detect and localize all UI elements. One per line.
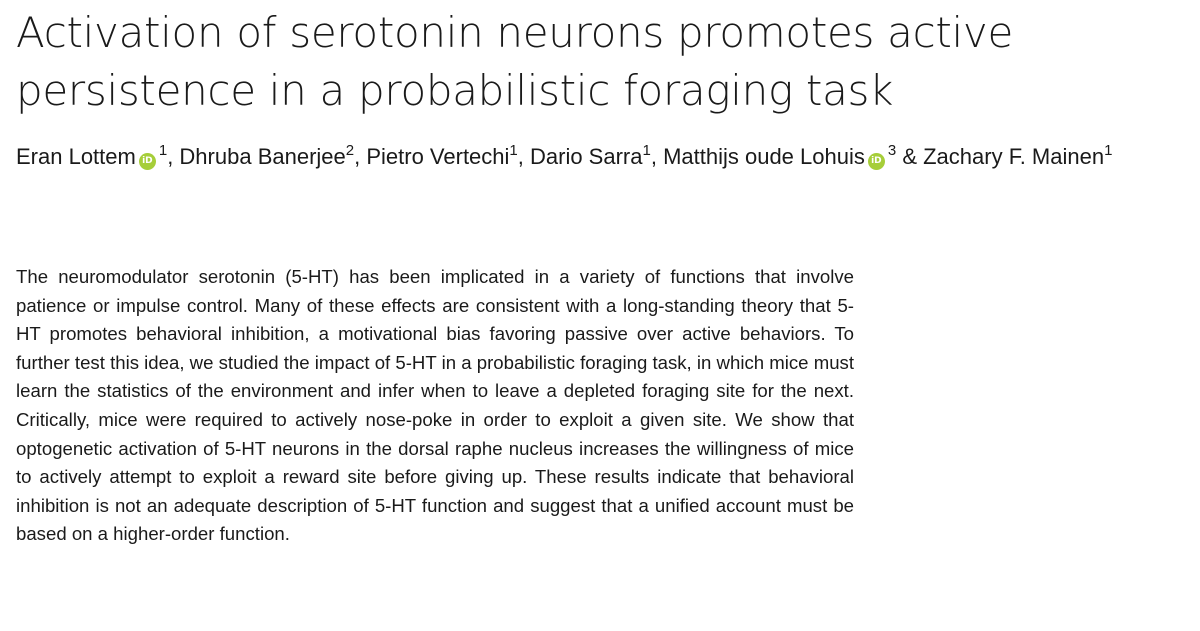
- author[interactable]: [663, 144, 896, 169]
- author-separator: ,: [167, 144, 180, 169]
- author-name: Matthijs oude Lohuis: [663, 144, 865, 169]
- author[interactable]: [16, 144, 167, 169]
- article-title: Activation of serotonin neurons promotes active persistence in a probabilistic foraging task: [16, 8, 1014, 115]
- affiliation-number: 1: [158, 142, 168, 159]
- affiliation-number: 2: [345, 142, 355, 159]
- author-name: Pietro Vertechi: [366, 144, 510, 169]
- orcid-icon[interactable]: iD: [868, 153, 885, 170]
- author[interactable]: [923, 144, 1112, 169]
- author-separator: ,: [354, 144, 367, 169]
- author[interactable]: [366, 144, 517, 169]
- orcid-icon[interactable]: iD: [139, 153, 156, 170]
- author[interactable]: [179, 144, 354, 169]
- author[interactable]: [530, 144, 651, 169]
- author-name: Dhruba Banerjee: [179, 144, 346, 169]
- author-list: [16, 140, 1196, 174]
- affiliation-number: 1: [1104, 142, 1113, 159]
- affiliation-number: 3: [887, 142, 897, 159]
- affiliation-number: 1: [642, 142, 651, 159]
- author-name: Dario Sarra: [530, 144, 643, 169]
- abstract-text: The neuromodulator serotonin (5-HT) has been implicated in a variety of functions that involve patience or impulse control. Many of these effects are consistent with a long-standing theory that 5-HT promotes behavioral inhibition, a motivational bias favoring passive over active behaviors. To further test this idea, we studied the impact of 5-HT in a probabilistic foraging task, in which mice must learn the statistics of the environment and infer when to leave a depleted foraging site for the next. Critically, mice were required to actively nose-poke in order to exploit a given site. We show that optogenetic activation of 5-HT neurons in the dorsal raphe nucleus increases the willingness of mice to actively attempt to exploit a reward site before giving up. These results indicate that behavioral inhibition is not an adequate description of 5-HT function and suggest that a unified account must be based on a higher-order function.: [16, 266, 854, 545]
- affiliation-number: 1: [509, 142, 518, 159]
- author-name: Eran Lottem: [16, 144, 136, 169]
- author-separator: &: [896, 144, 924, 169]
- author-separator: ,: [650, 144, 664, 169]
- author-separator: ,: [517, 144, 530, 169]
- author-name: Zachary F. Mainen: [923, 144, 1105, 169]
